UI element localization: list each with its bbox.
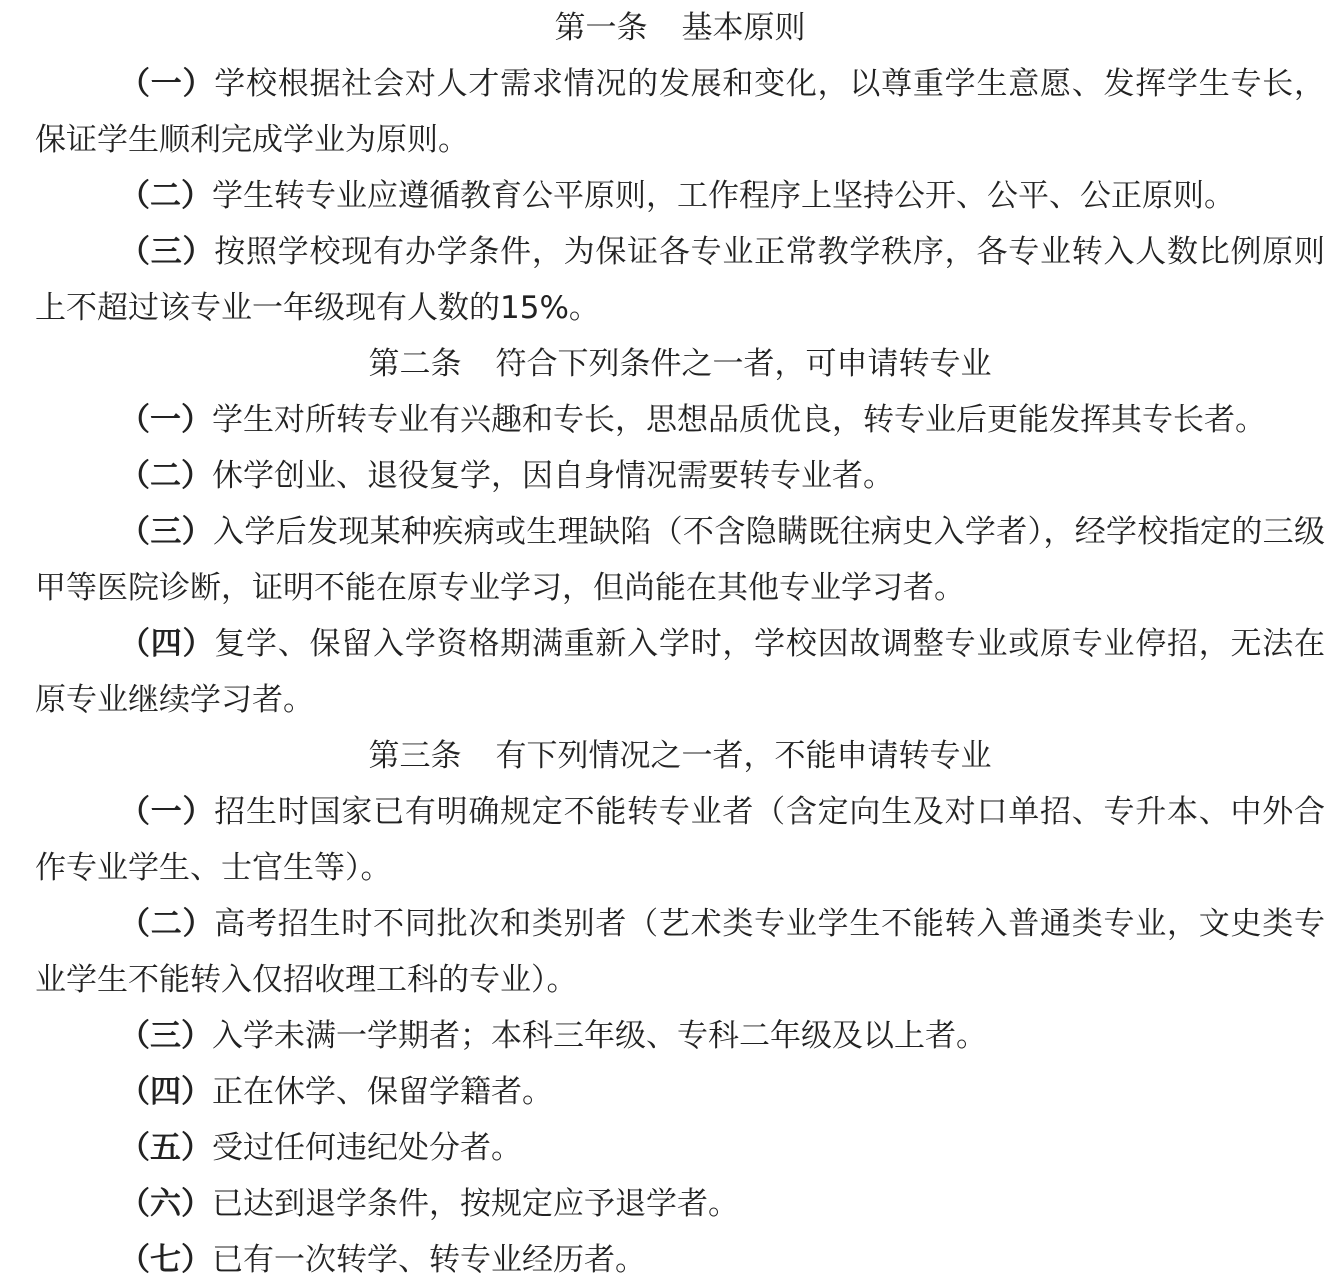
- article-3-item-3: [35, 1008, 1325, 1064]
- item-text: 高考招生时不同批次和类别者（艺术类专业学生不能转入普通类专业，文史类专业学生不能转入仅招收理工科的专业）。: [35, 906, 1326, 998]
- item-number: （二）: [119, 458, 212, 494]
- article-3-item-6: [35, 1176, 1325, 1232]
- article-2-item-1: [35, 392, 1325, 448]
- article-1-item-2: [35, 168, 1325, 224]
- item-text: 已达到退学条件，按规定应予退学者。: [212, 1186, 739, 1222]
- item-number: （二）: [119, 178, 212, 214]
- article-3-item-5: [35, 1120, 1325, 1176]
- item-text: 休学创业、退役复学，因自身情况需要转专业者。: [212, 458, 894, 494]
- item-number: （三）: [119, 514, 213, 550]
- item-number: （二）: [119, 906, 215, 942]
- item-number: （一）: [119, 402, 212, 438]
- item-number: （六）: [119, 1186, 212, 1222]
- item-text: 入学未满一学期者；本科三年级、专科二年级及以上者。: [212, 1018, 987, 1054]
- article-2-item-4: [35, 616, 1325, 728]
- article-1-item-3: [35, 224, 1325, 336]
- item-text: 复学、保留入学资格期满重新入学时，学校因故调整专业或原专业停招，无法在原专业继续学习者。: [35, 626, 1326, 718]
- article-2-number: 第二条: [368, 346, 462, 382]
- article-3-item-2: [35, 896, 1325, 1008]
- article-2-title: 符合下列条件之一者，可申请转专业: [495, 346, 992, 382]
- article-3-heading: [35, 728, 1325, 784]
- item-text: 学生转专业应遵循教育公平原则，工作程序上坚持公开、公平、公正原则。: [212, 178, 1235, 214]
- item-text: 学生对所转专业有兴趣和专长，思想品质优良，转专业后更能发挥其专长者。: [212, 402, 1266, 438]
- article-2-item-2: [35, 448, 1325, 504]
- article-1-heading: [35, 0, 1325, 56]
- item-number: （四）: [119, 626, 215, 662]
- article-3-item-4: [35, 1064, 1325, 1120]
- article-3-item-1: [35, 784, 1325, 896]
- item-text: 学校根据社会对人才需求情况的发展和变化，以尊重学生意愿、发挥学生专长，保证学生顺利完成学业为原则。: [35, 66, 1326, 158]
- article-2-item-3: [35, 504, 1325, 616]
- item-text: 招生时国家已有明确规定不能转专业者（含定向生及对口单招、专升本、中外合作专业学生、士官生等）。: [35, 794, 1326, 886]
- item-text: 入学后发现某种疾病或生理缺陷（不含隐瞒既往病史入学者），经学校指定的三级甲等医院诊断，证明不能在原专业学习，但尚能在其他专业学习者。: [35, 514, 1326, 606]
- item-number: （五）: [119, 1130, 212, 1166]
- item-text: 按照学校现有办学条件，为保证各专业正常教学秩序，各专业转入人数比例原则上不超过该专业一年级现有人数的15%。: [35, 234, 1326, 326]
- article-1-item-1: [35, 56, 1325, 168]
- item-text: 正在休学、保留学籍者。: [212, 1074, 553, 1110]
- article-3-title: 有下列情况之一者，不能申请转专业: [495, 738, 992, 774]
- item-number: （三）: [119, 1018, 212, 1054]
- item-number: （三）: [119, 234, 215, 270]
- article-3-number: 第三条: [368, 738, 462, 774]
- item-number: （四）: [119, 1074, 212, 1110]
- item-number: （七）: [119, 1242, 212, 1278]
- item-number: （一）: [119, 66, 215, 102]
- item-text: 已有一次转学、转专业经历者。: [212, 1242, 646, 1278]
- article-2-heading: [35, 336, 1325, 392]
- item-number: （一）: [119, 794, 215, 830]
- item-text: 受过任何违纪处分者。: [212, 1130, 522, 1166]
- article-1-title: 基本原则: [681, 10, 806, 46]
- article-1-number: 第一条: [554, 10, 648, 46]
- article-3-item-7: [35, 1232, 1325, 1288]
